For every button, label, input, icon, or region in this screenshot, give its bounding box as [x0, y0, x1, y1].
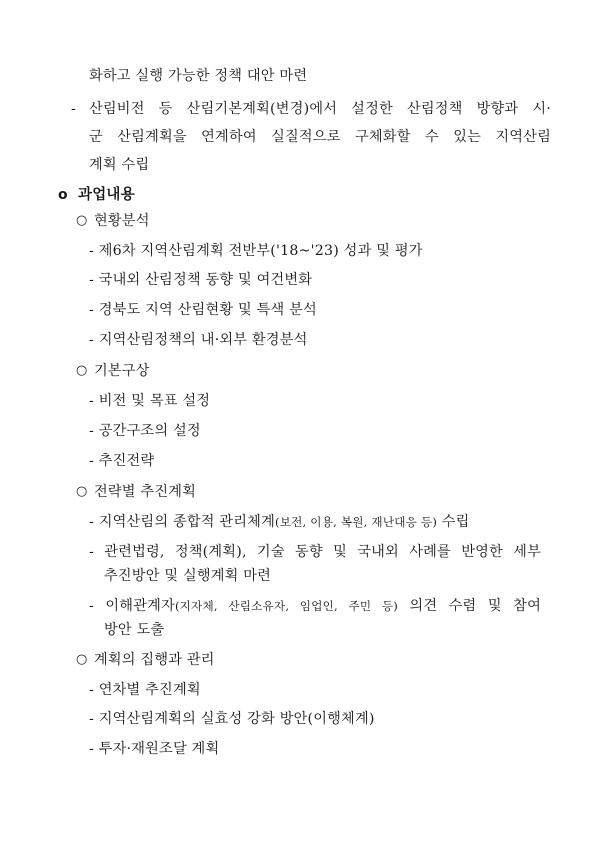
section-bullet: o — [58, 187, 68, 203]
list-item: - 추진전략 — [89, 453, 155, 469]
subsection-title-strategy-plan: 전략별 추진계획 — [94, 484, 197, 500]
list-item: - 지역산림계획의 실효성 강화 방안(이행체계) — [89, 711, 375, 727]
subsection-bullet: ○ — [76, 652, 88, 667]
subsection-title-execution: 계획의 집행과 관리 — [94, 652, 215, 668]
list-item — [89, 512, 470, 532]
list-item: - 국내외 산림정책 동향 및 여건변화 — [89, 272, 313, 288]
list-item: - 제6차 지역산림계획 전반부('18~'23) 성과 및 평가 — [89, 243, 423, 259]
intro-item-dash: - — [71, 101, 76, 117]
section-title: 과업내용 — [78, 187, 135, 203]
list-item-line-2: 방안 도출 — [104, 622, 165, 638]
intro-item-line-2: 군 산림계획을 연계하여 실질적으로 구체화할 수 있는 지역산림 — [89, 129, 551, 145]
list-item-tail: 의견 수렴 및 참여 — [398, 598, 541, 614]
subsection-title-status-analysis: 현황분석 — [94, 213, 150, 229]
list-item-line-1 — [89, 596, 541, 616]
list-item: - 투자·재원조달 계획 — [89, 741, 220, 757]
subsection-title-basic-concept: 기본구상 — [94, 363, 150, 379]
subsection-bullet: ○ — [76, 484, 88, 499]
list-item-note: (지자체, 산림소유자, 임업인, 주민 등) — [174, 599, 398, 613]
subsection-bullet: ○ — [76, 213, 88, 228]
list-item: - 비전 및 목표 설정 — [89, 393, 211, 409]
subsection-bullet: ○ — [76, 363, 88, 378]
list-item-line-2: 추진방안 및 실행계획 마련 — [104, 568, 272, 584]
list-item-line-1: - 관련법령, 정책(계획), 기술 동향 및 국내외 사례를 반영한 세부 — [89, 544, 541, 560]
list-item: - 공간구조의 설정 — [89, 423, 201, 439]
list-item: - 지역산림정책의 내·외부 환경분석 — [89, 332, 308, 348]
list-item: - 연차별 추진계획 — [89, 682, 201, 698]
list-item-text: - 지역산림의 종합적 관리체계 — [89, 514, 275, 530]
list-item-tail: 수립 — [437, 514, 470, 530]
intro-item-line-1: 산림비전 등 산림기본계획(변경)에서 설정한 산림정책 방향과 시· — [89, 101, 551, 117]
list-item-text: - 이해관계자 — [89, 598, 175, 614]
intro-item-line-3: 계획 수립 — [89, 157, 150, 173]
intro-line: 화하고 실행 가능한 정책 대안 마련 — [89, 68, 308, 84]
list-item-note: (보전, 이용, 복원, 재난대응 등) — [275, 515, 438, 529]
list-item: - 경북도 지역 산림현황 및 특색 분석 — [89, 302, 317, 318]
